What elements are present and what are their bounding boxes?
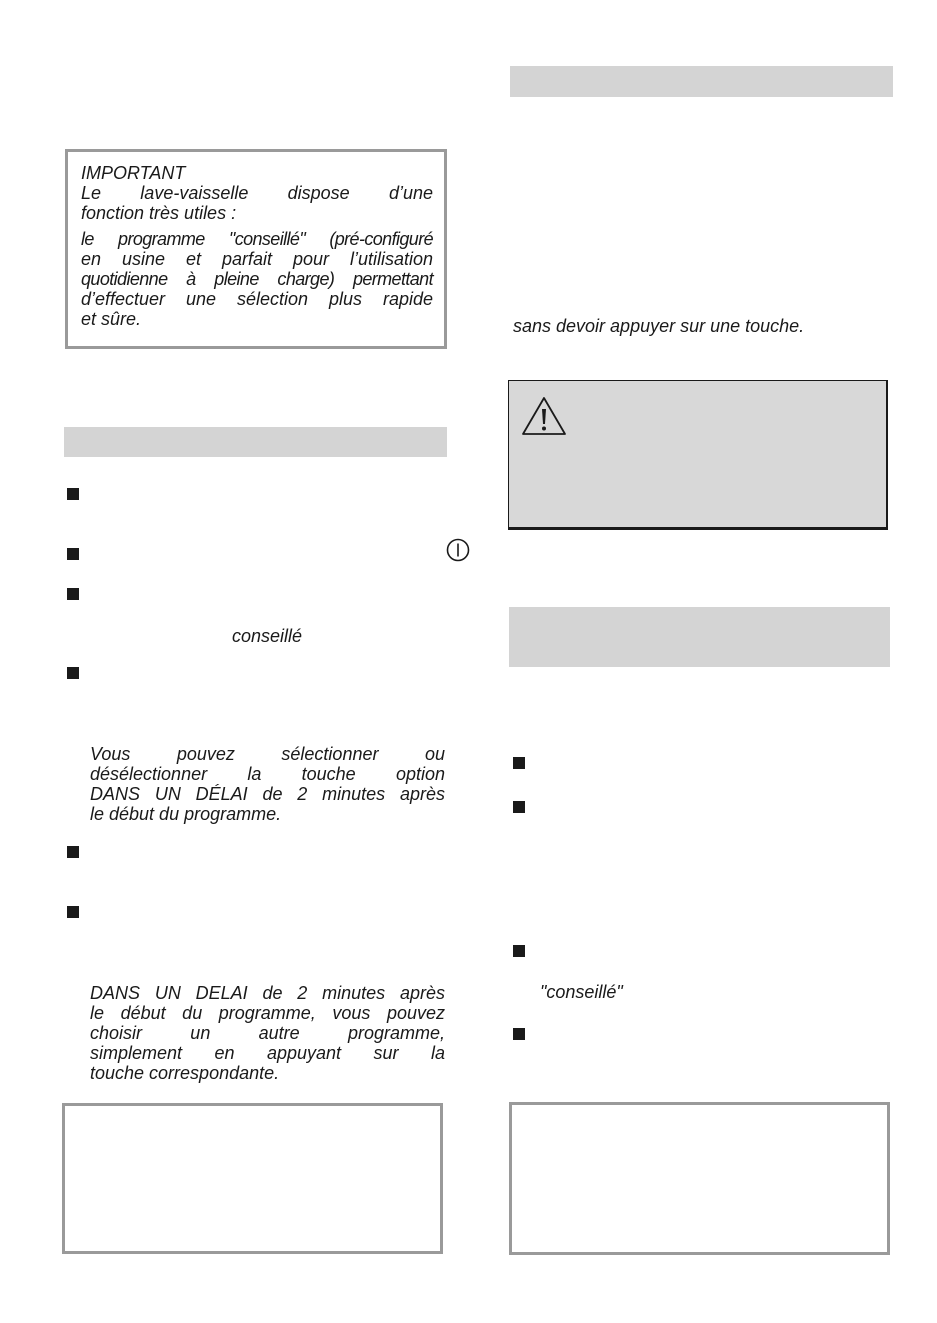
bullet-square bbox=[67, 906, 79, 918]
empty-box-right bbox=[509, 1102, 890, 1255]
option-note-line-3: DANS UN DÉLAI de 2 minutes après bbox=[90, 784, 445, 804]
section-heading-bar-right-top bbox=[510, 66, 893, 97]
program-note-line-4: simplement en appuyant sur la bbox=[90, 1043, 445, 1063]
section-heading-bar-right-mid bbox=[509, 607, 890, 667]
bullet-square bbox=[513, 757, 525, 769]
program-note-line-3: choisir un autre programme, bbox=[90, 1023, 445, 1043]
important-line-3: le programme "conseillé" (pré-configuré bbox=[81, 229, 433, 249]
bullet-square bbox=[67, 846, 79, 858]
program-note-line-1: DANS UN DELAI de 2 minutes après bbox=[90, 983, 445, 1003]
warning-box bbox=[508, 380, 888, 530]
important-line-4: en usine et parfait pour l’utilisation bbox=[81, 249, 433, 269]
option-note-line-4: le début du programme. bbox=[90, 804, 282, 824]
bullet-square bbox=[67, 588, 79, 600]
conseille-quoted-label: "conseillé" bbox=[540, 982, 623, 1002]
conseille-label: conseillé bbox=[232, 626, 303, 646]
program-note-line-2: le début du programme, vous pouvez bbox=[90, 1003, 445, 1023]
program-change-note bbox=[90, 983, 445, 1083]
bullet-square bbox=[513, 1028, 525, 1040]
option-note-line-1: Vous pouvez sélectionner ou bbox=[90, 744, 445, 764]
bullet-square bbox=[67, 667, 79, 679]
important-line-2: fonction très utiles : bbox=[81, 203, 237, 223]
important-line-7: et sûre. bbox=[81, 309, 142, 329]
bullet-square bbox=[513, 945, 525, 957]
bullet-square bbox=[67, 488, 79, 500]
important-notice-box bbox=[65, 149, 447, 349]
empty-box-left bbox=[62, 1103, 443, 1254]
bullet-square bbox=[513, 801, 525, 813]
option-note bbox=[90, 744, 445, 824]
important-line-5: quotidienne à pleine charge) permettant bbox=[81, 269, 433, 289]
section-heading-bar-left bbox=[64, 427, 447, 457]
power-icon bbox=[446, 538, 470, 562]
warning-triangle-icon bbox=[520, 395, 568, 437]
option-note-line-2: désélectionner la touche option bbox=[90, 764, 445, 784]
important-line-6: d’effectuer une sélection plus rapide bbox=[81, 289, 433, 309]
important-line-1: Le lave-vaisselle dispose d’une bbox=[81, 183, 433, 203]
no-key-press-text: sans devoir appuyer sur une touche. bbox=[513, 316, 805, 336]
program-note-line-5: touche correspondante. bbox=[90, 1063, 280, 1083]
bullet-square bbox=[67, 548, 79, 560]
important-heading: IMPORTANT bbox=[81, 163, 186, 183]
